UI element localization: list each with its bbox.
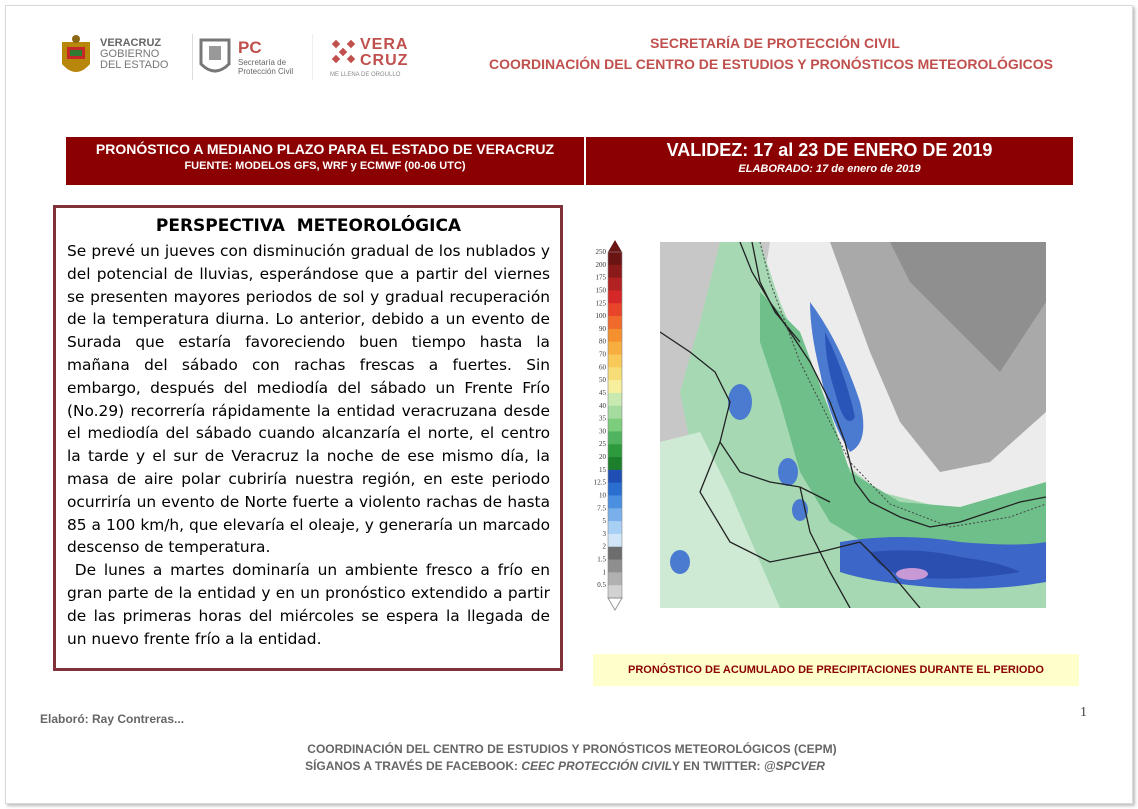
logo-divider: [192, 34, 193, 80]
logo-veracruz-line2: GOBIERNO: [100, 48, 160, 60]
colorbar-swatch: [608, 585, 622, 598]
colorbar-tick-label: 90: [599, 324, 606, 333]
colorbar-swatch: [608, 355, 622, 368]
footer-twitter-handle[interactable]: @SPCVER: [763, 759, 825, 773]
footer-facebook-label: SÍGANOS A TRAVÉS DE FACEBOOK:: [305, 759, 522, 773]
footer-and: Y: [672, 759, 680, 773]
precipitation-map-graphic: [660, 242, 1046, 608]
footer-line1: COORDINACIÓN DEL CENTRO DE ESTUDIOS Y PRONÓSTICOS METEOROLÓGICOS (CEPM): [307, 742, 837, 756]
precipitation-colorbar: [588, 238, 632, 616]
colorbar-swatch: [608, 572, 622, 585]
colorbar-tick-label: 50: [599, 376, 606, 385]
colorbar-tick-label: 100: [595, 312, 606, 321]
colorbar-swatch: [608, 444, 622, 457]
colorbar-swatch: [608, 316, 622, 329]
colorbar-swatch: [608, 470, 622, 483]
colorbar-swatch: [608, 278, 622, 291]
colorbar-top-arrow: [608, 240, 622, 252]
colorbar-swatch: [608, 560, 622, 573]
colorbar-tick-label: 2: [602, 542, 606, 551]
perspective-paragraph-2: De lunes a martes dominaría un ambiente fresco a frío en gran parte de la entidad y en un pronóstico extendido a partir de las primeras horas del miércoles se espera la llegada de un nuevo frente frío a la entidad.: [67, 561, 555, 648]
logo-veracruz-line1: VERACRUZ: [100, 37, 162, 49]
perspective-paragraph-1: Se prevé un jueves con disminución gradual de los nublados y del potencial de lluvias, esperándose que a partir del viernes se presenten mayores periodos de sol y gradual recuperación de la temperatura diurna. Lo anterior, debido a un evento de Surada que estaría favoreciendo buen tiempo hasta la mañana del sábado con rachas frescas a fuertes. Sin embargo, después del mediodía del sábado un Frente Frío (No.29) recorrería rápidamente la entidad veracruzana desde el mediodía del sábado cuando alcanzaría el norte, el centro la tarde y el sur de Veracruz la noche de ese mismo día, la masa de aire polar cubriría nuestra región, en este periodo ocurriría un evento de Norte fuerte a violento rachas de hasta 85 a 100 km/h, que elevaría el oleaje, y generaría un marcado descenso de temperatura.: [67, 242, 550, 557]
colorbar-swatch: [608, 457, 622, 470]
footer-twitter-label: EN TWITTER:: [679, 759, 764, 773]
colorbar-tick-label: 20: [599, 453, 606, 462]
colorbar-tick-label: 30: [599, 427, 606, 436]
colorbar-swatch: [608, 342, 622, 355]
colorbar-swatch: [608, 419, 622, 432]
pc-shield-icon: [198, 36, 232, 80]
colorbar-tick-label: 175: [595, 273, 606, 282]
colorbar-tick-label: 200: [595, 260, 606, 269]
colorbar-swatch: [608, 367, 622, 380]
colorbar-tick-label: 1: [602, 568, 606, 577]
page-number: 1: [1080, 705, 1087, 720]
banner-right-subtitle: ELABORADO: 17 de enero de 2019: [738, 163, 921, 175]
footer-facebook-page[interactable]: CEEC PROTECCIÓN CIVIL: [521, 759, 673, 773]
colorbar-bottom-arrow: [608, 598, 622, 610]
colorbar-tick-label: 10: [599, 491, 606, 500]
colorbar-tick-label: 0.5: [597, 581, 606, 590]
vera-cruz-logo: [326, 34, 416, 84]
colorbar-swatch: [608, 303, 622, 316]
colorbar-swatch: [608, 495, 622, 508]
veracruz-government-logo: [44, 32, 190, 84]
colorbar-swatch: [608, 252, 622, 265]
colorbar-swatch: [608, 393, 622, 406]
coat-of-arms-icon: [58, 34, 94, 82]
colorbar-tick-label: 45: [599, 388, 606, 397]
footer-line2: [0, 759, 1134, 773]
colorbar-swatch: [608, 265, 622, 278]
colorbar-swatch: [608, 290, 622, 303]
pc-line1: Secretaría de: [238, 58, 287, 67]
colorbar-tick-label: 80: [599, 337, 606, 346]
colorbar-swatch: [608, 431, 622, 444]
colorbar-tick-label: 40: [599, 401, 606, 410]
colorbar-tick-label: 3: [602, 529, 606, 538]
banner-left-subtitle: FUENTE: MODELOS GFS, WRF y ECMWF (00-06 UTC): [184, 160, 466, 172]
pc-line2: Protección Civil: [238, 67, 294, 76]
map-caption: PRONÓSTICO DE ACUMULADO DE PRECIPITACIONES DURANTE EL PERIODO: [593, 654, 1079, 686]
vera-tagline: ME LLENA DE ORGULLO: [330, 72, 401, 78]
colorbar-tick-label: 1.5: [597, 555, 606, 564]
forecast-title-banner: [66, 137, 584, 185]
author-credit: Elaboró: Ray Contreras...: [40, 712, 185, 726]
vera-pattern-icon: [330, 38, 360, 68]
colorbar-swatch: [608, 380, 622, 393]
colorbar-tick-label: 150: [595, 286, 606, 295]
precipitation-map: [660, 242, 1046, 608]
perspective-heading: PERSPECTIVA METEOROLÓGICA: [155, 216, 462, 236]
colorbar-tick-label: 60: [599, 363, 606, 372]
colorbar-swatch: [608, 483, 622, 496]
header-line2: COORDINACIÓN DEL CENTRO DE ESTUDIOS Y PRONÓSTICOS METEOROLÓGICOS: [489, 56, 1053, 72]
proteccion-civil-logo: [196, 32, 306, 84]
colorbar-tick-label: 35: [599, 414, 606, 423]
colorbar-swatch: [608, 521, 622, 534]
perspective-box: [53, 205, 563, 671]
colorbar-tick-label: 70: [599, 350, 606, 359]
vera-line1: VERA: [360, 36, 409, 53]
colorbar-swatch: [608, 534, 622, 547]
vera-line2: CRUZ: [360, 52, 409, 69]
colorbar-tick-label: 12.5: [593, 478, 606, 487]
colorbar-tick-label: 25: [599, 440, 606, 449]
colorbar-swatch: [608, 406, 622, 419]
colorbar-tick-label: 7.5: [597, 504, 606, 513]
colorbar-tick-label: 125: [595, 299, 606, 308]
logo-divider-2: [312, 34, 313, 80]
banner-left-title: PRONÓSTICO A MEDIANO PLAZO PARA EL ESTADO DE VERACRUZ: [95, 141, 555, 157]
colorbar-swatch: [608, 508, 622, 521]
pc-abbr: PC: [238, 38, 262, 57]
logo-veracruz-line3: DEL ESTADO: [100, 59, 169, 71]
validity-banner: [586, 137, 1073, 185]
colorbar-graphic: [588, 238, 632, 616]
header-line1: SECRETARÍA DE PROTECCIÓN CIVIL: [650, 35, 900, 51]
colorbar-swatch: [608, 547, 622, 560]
colorbar-tick-label: 5: [602, 517, 606, 526]
colorbar-tick-label: 250: [595, 248, 606, 256]
colorbar-swatch: [608, 329, 622, 342]
colorbar-tick-label: 15: [599, 465, 606, 474]
banner-right-title: VALIDEZ: 17 al 23 DE ENERO DE 2019: [666, 140, 993, 160]
